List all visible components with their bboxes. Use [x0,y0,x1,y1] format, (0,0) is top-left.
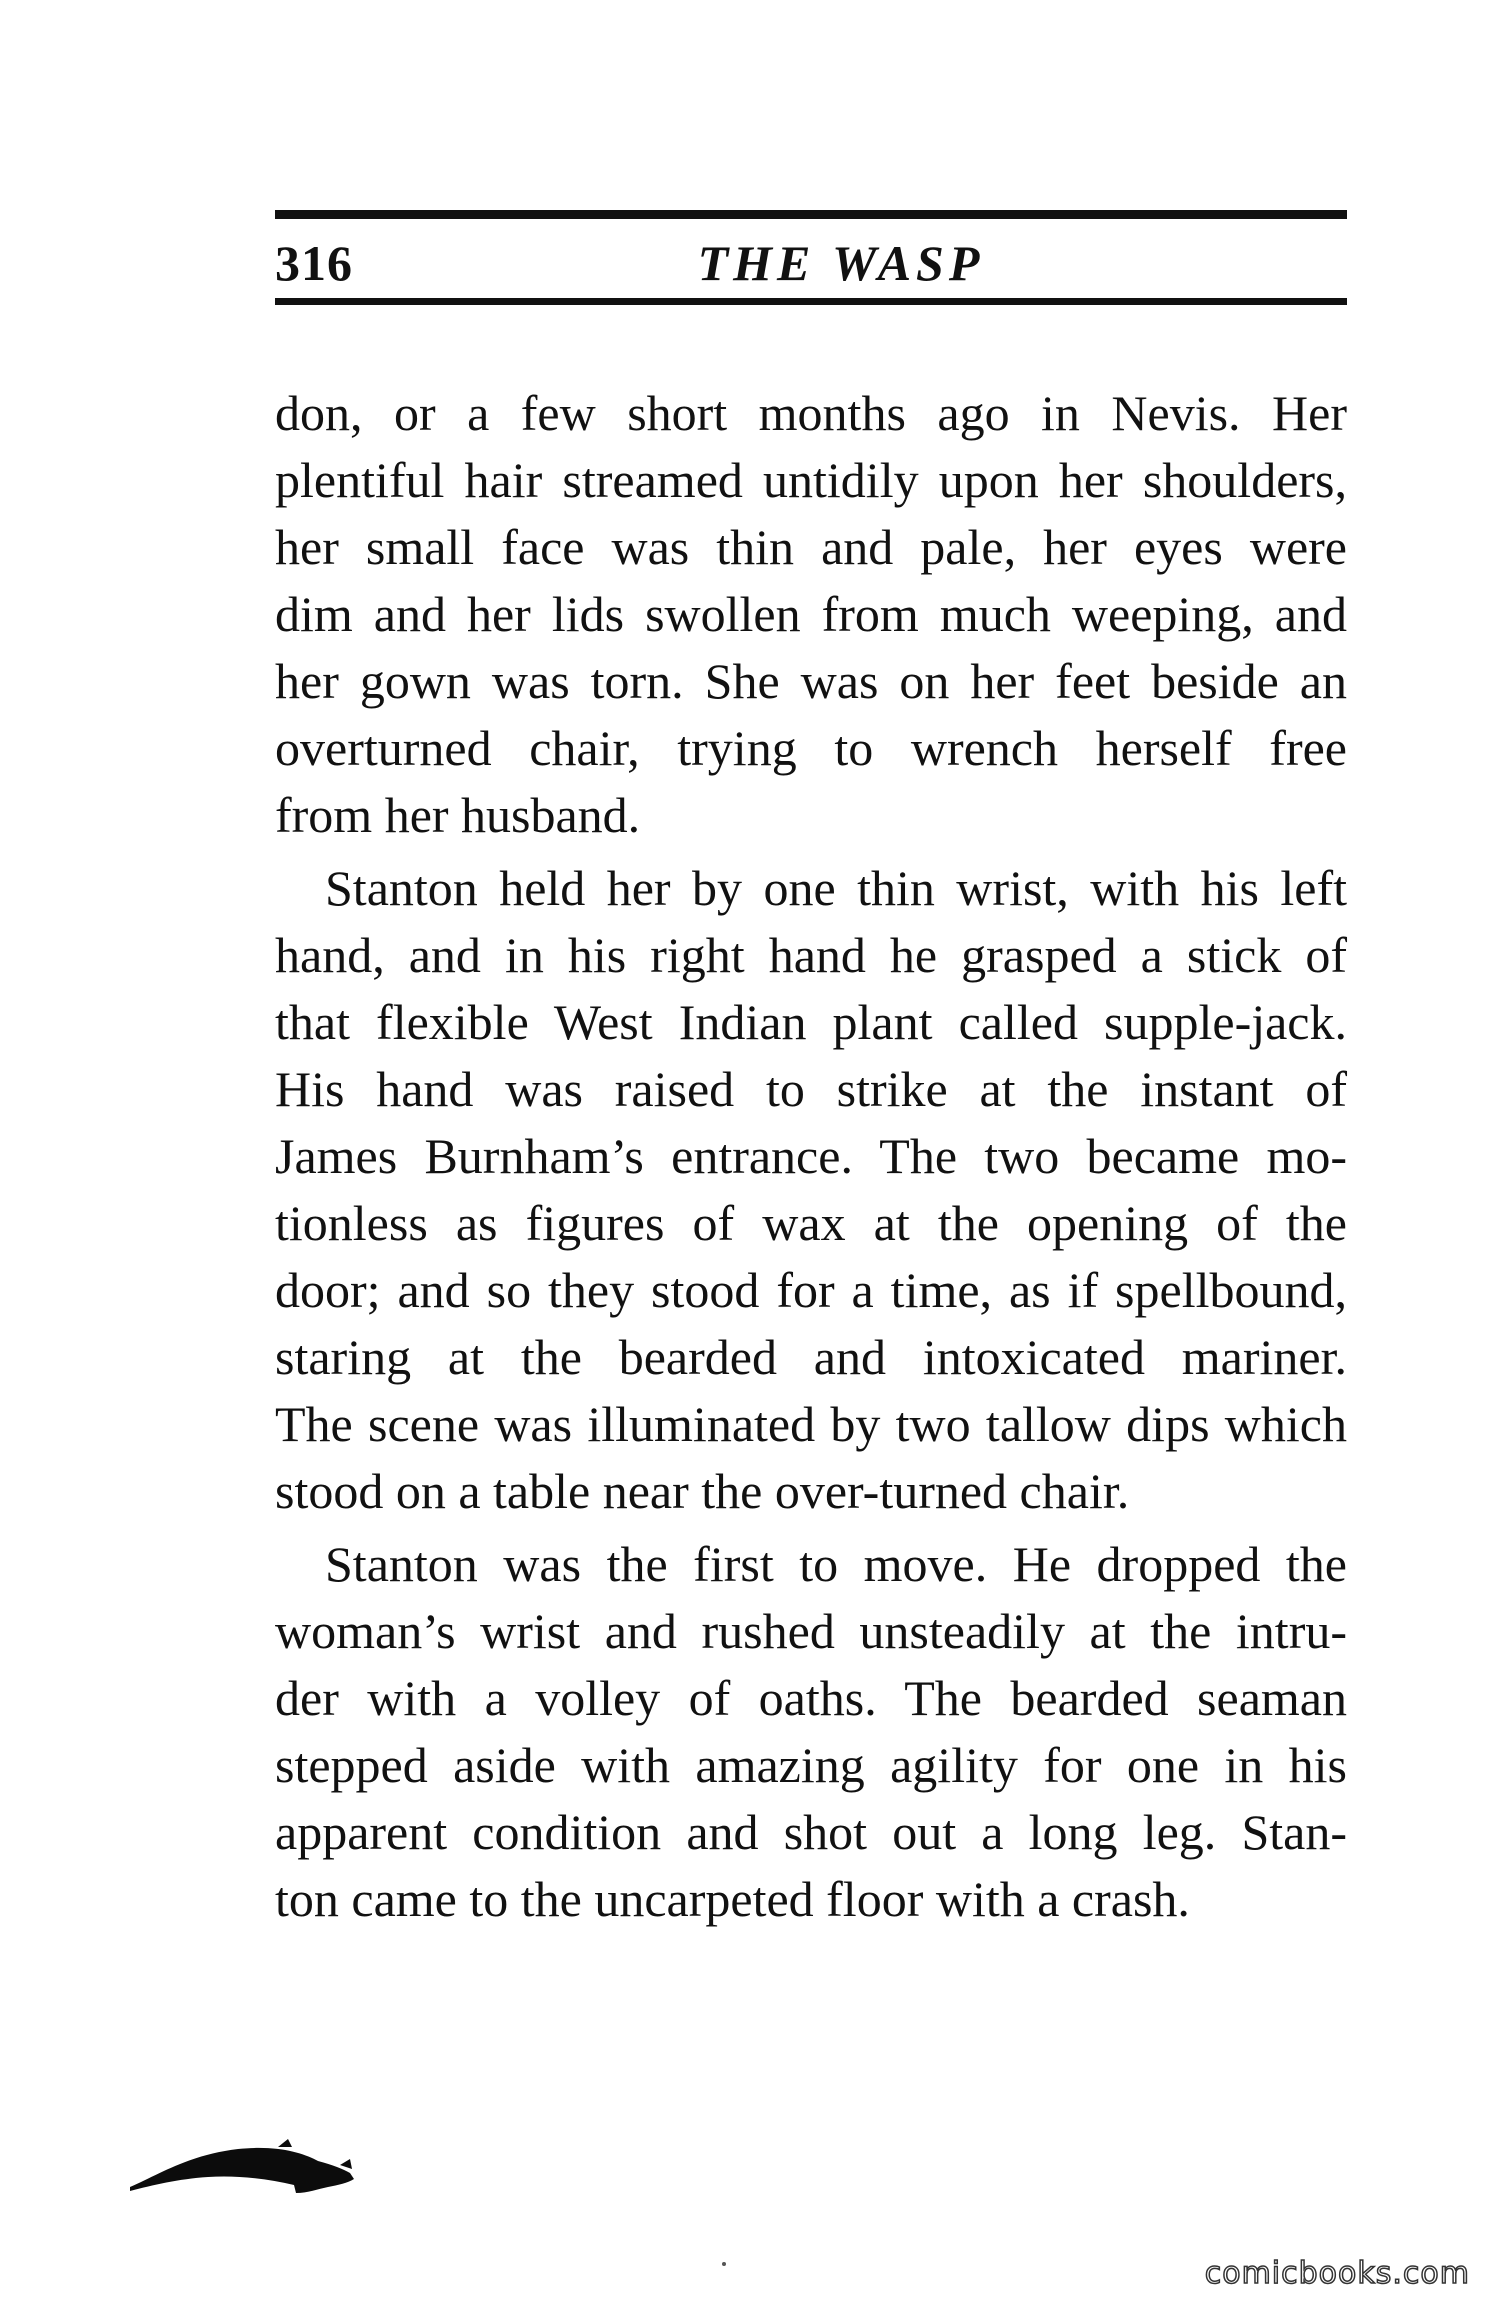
paragraph [275,380,1347,849]
page-number: 316 [275,235,353,291]
header-rule-top [275,210,1347,219]
text-line: stood on a table near the over-turned chair. [275,1463,1130,1519]
watermark-text: comicbooks.com [1204,2256,1470,2291]
text-line: from her husband. [275,787,641,843]
text-line: overturned chair, trying to wrench herself free [275,720,1347,776]
paper-speck [722,2262,726,2266]
text-line: apparent condition and shot out a long leg. Stan- [275,1804,1347,1860]
header-rule-bottom [275,298,1347,305]
text-line: stepped aside with amazing agility for one in his [275,1737,1347,1793]
text-line: don, or a few short months ago in Nevis. Her [275,385,1347,441]
text-line: woman’s wrist and rushed unsteadily at the intru- [275,1603,1347,1659]
text-line: Stanton was the first to move. He dropped the [325,1536,1347,1592]
text-line: plentiful hair streamed untidily upon her shoulders, [275,452,1347,508]
text-line: James Burnham’s entrance. The two became mo- [275,1128,1347,1184]
page-header [275,226,1347,294]
paragraph [275,855,1347,1525]
text-line: Stanton held her by one thin wrist, with his left [325,860,1347,916]
text-line: hand, and in his right hand he grasped a stick of [275,927,1347,983]
text-line: dim and her lids swollen from much weeping, and [275,586,1347,642]
text-line: door; and so they stood for a time, as if spellbound, [275,1262,1347,1318]
running-head: THE WASP [697,235,985,291]
text-line: ton came to the uncarpeted floor with a crash. [275,1871,1190,1927]
text-line: her small face was thin and pale, her eyes were [275,519,1347,575]
text-line: The scene was illuminated by two tallow dips which [275,1396,1347,1452]
paragraph [275,1531,1347,1933]
ink-smudge-mark [128,2135,363,2195]
text-line: that flexible West Indian plant called supple-jack. [275,994,1347,1050]
text-line: tionless as figures of wax at the opening of the [275,1195,1347,1251]
text-line: staring at the bearded and intoxicated mariner. [275,1329,1347,1385]
text-line: His hand was raised to strike at the instant of [275,1061,1347,1117]
text-line: her gown was torn. She was on her feet beside an [275,653,1347,709]
body-text [275,380,1347,1939]
text-line: der with a volley of oaths. The bearded seaman [275,1670,1347,1726]
